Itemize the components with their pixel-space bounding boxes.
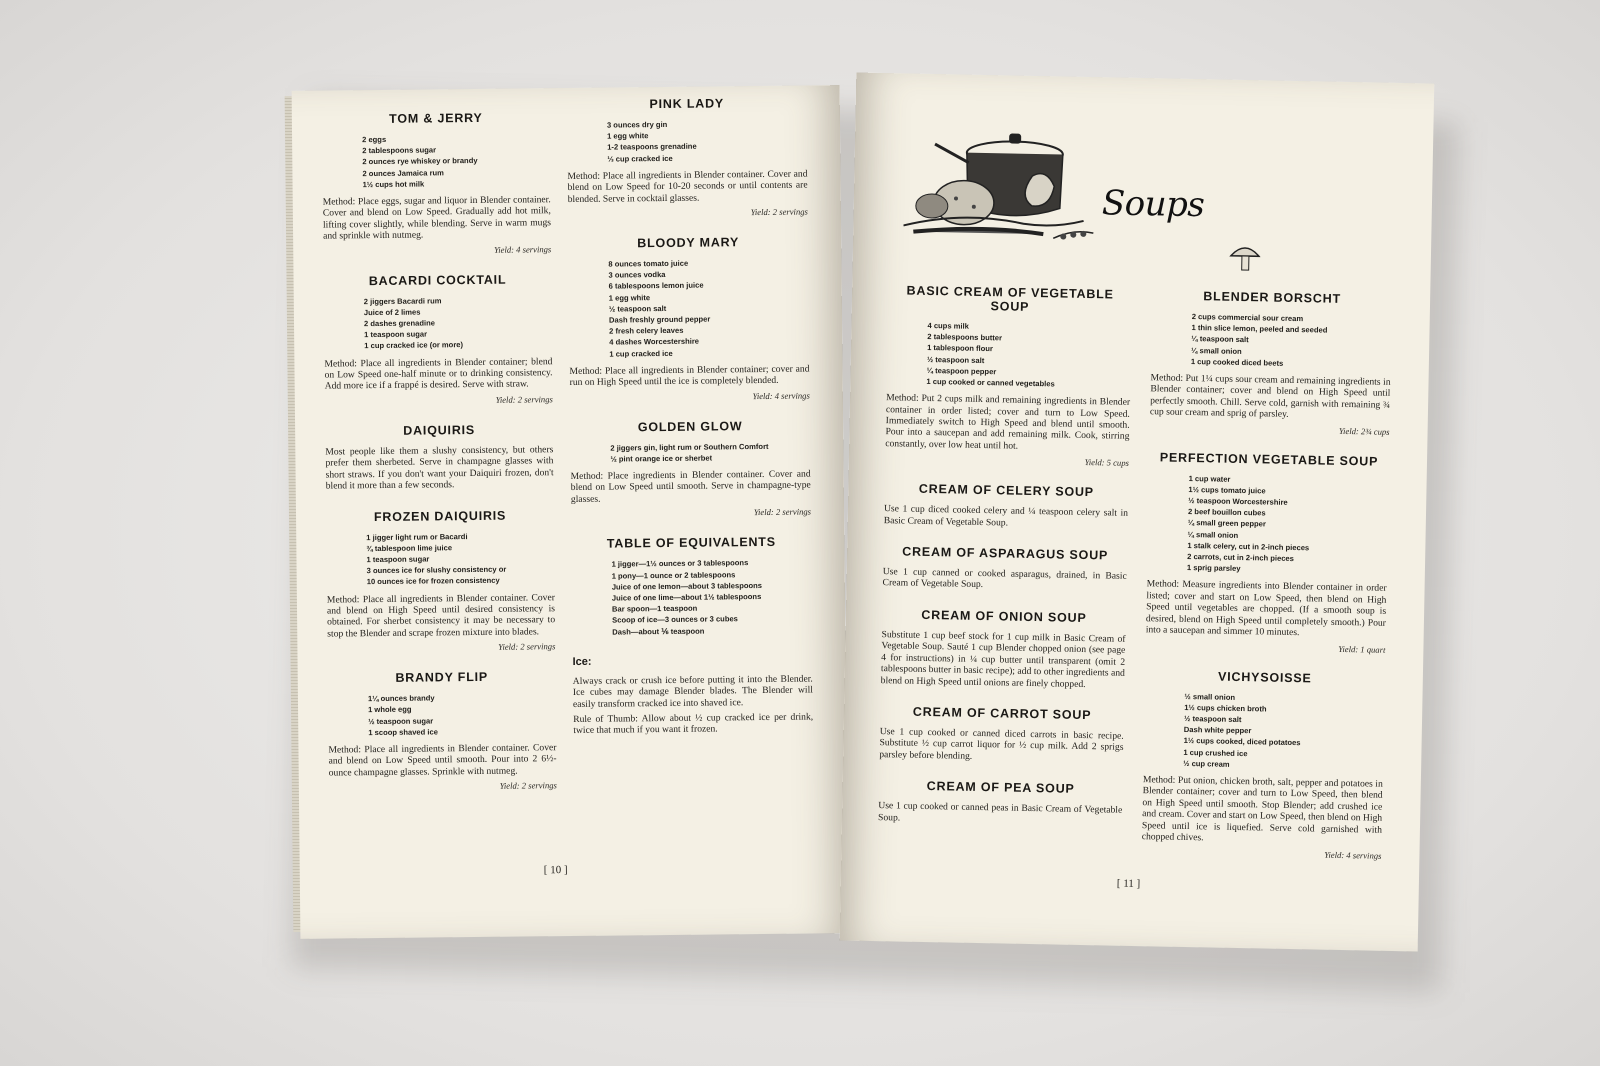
recipe-method: Method: Put onion, chicken broth, salt, pepper and potatoes in Blender container; cover and turn to Low Speed, then blend on High Speed until smooth. Stop Blender; add crushed ice and cream. Cover and start on Low Speed, then blend on High Speed until ice is liquefied. Serve cold garnished with chopped chives. [1141, 774, 1383, 844]
ingredient: 2 dashes grenadine [363, 318, 435, 329]
recipe-method: Method: Put 2 cups milk and remaining ingredients in Blender container in order listed; cover and turn to Low Speed. Immediately switch to High Speed and blend until smooth. Pour into a saucepan and add remaining milk. Cook, stirring constantly, over low heat until hot. [885, 392, 1131, 452]
ingredient: 3 ounces dry gin [606, 119, 668, 130]
ingredient: 4 cups milk [927, 320, 969, 331]
ingredient: 2 carrots, cut in 2-inch pieces [1187, 552, 1295, 564]
ingredient: ¼ teaspoon salt [1191, 334, 1249, 345]
ingredient: ⅓ cup cracked ice [607, 153, 673, 164]
recipe-frozen-daiquiris [326, 508, 555, 654]
recipe-yield: Yield: 2¾ cups [1338, 425, 1390, 437]
recipe-bloody-mary [568, 235, 810, 403]
recipe-method: Use 1 cup canned or cooked asparagus, drained, in Basic Cream of Vegetable Soup. [882, 566, 1127, 591]
recipe-title: CREAM OF PEA SOUP [926, 779, 1075, 796]
recipe-title: DAIQUIRIS [403, 422, 476, 438]
recipe-method: Use 1 cup diced cooked celery and ¼ teaspoon celery salt in Basic Cream of Vegetable Soup. [883, 503, 1129, 529]
recipe-title: BRANDY FLIP [395, 670, 489, 685]
recipe-title: CREAM OF CARROT SOUP [912, 704, 1092, 723]
ingredient: ½ teaspoon Worcestershire [1188, 496, 1288, 507]
recipe-brandy-flip [328, 669, 557, 792]
ingredient: ¾ tablespoon lime juice [366, 542, 453, 553]
recipe-cream-of-celery-soup [884, 481, 1129, 530]
ingredient-list [568, 257, 809, 360]
ingredient: 2 tablespoons butter [927, 332, 1003, 343]
recipe-title: BLENDER BORSCHT [1203, 289, 1342, 306]
ingredient-list [570, 440, 810, 465]
ingredient-list [1143, 690, 1384, 773]
ingredient: ¼ small green pepper [1187, 518, 1266, 529]
ingredient: 1 tablespoon flour [927, 343, 994, 354]
left-column-2 [567, 95, 814, 740]
ingredient: ¼ small onion [1187, 529, 1239, 540]
ingredient: 1½ cups hot milk [362, 179, 425, 189]
ingredient: 2 beef bouillon cubes [1187, 507, 1266, 518]
ingredient: ½ pint orange ice or sherbet [610, 453, 713, 464]
ingredient: ¼ small onion [1191, 345, 1242, 356]
recipe-yield: Yield: 4 servings [752, 390, 810, 401]
ingredient: ½ teaspoon salt [926, 354, 985, 365]
recipe-method: Method: Place ingredients in Blender container. Cover and blend on Low Speed until smooth. Serve in champagne-type glasses. [570, 468, 811, 505]
ingredient: 1 cup cracked ice [609, 348, 673, 359]
ingredient: 1 scoop shaved ice [368, 727, 438, 737]
ice-text: Always crack or crush ice before putting it into the Blender. Ice cubes may damage Blender blades. The Blender will easily transform cracked ice into shaved ice. [572, 673, 813, 710]
ingredient: 1 egg white [607, 131, 649, 141]
ingredient: 2 cups commercial sour cream [1191, 312, 1304, 324]
ingredient: 1 whole egg [368, 705, 412, 715]
recipe-golden-glow [570, 418, 811, 519]
recipe-title: PERFECTION VEGETABLE SOUP [1159, 450, 1379, 469]
mushroom-illustration [1225, 238, 1266, 279]
ingredient: ½ teaspoon salt [1183, 713, 1242, 724]
recipe-yield: Yield: 4 servings [494, 243, 552, 255]
ingredient: 2 ounces rye whiskey or brandy [362, 156, 478, 167]
recipe-title: BACARDI COCKTAIL [368, 272, 507, 288]
recipe-yield: Yield: 5 cups [1084, 457, 1130, 469]
recipe-method: Use 1 cup cooked or canned peas in Basic Cream of Vegetable Soup. [877, 800, 1123, 824]
ingredient: 1 jigger—1½ ounces or 3 tablespoons [611, 558, 749, 569]
ingredient: 1 cup cooked or canned vegetables [926, 376, 1055, 389]
recipe-title: CREAM OF CELERY SOUP [918, 482, 1095, 500]
ingredient: ½ teaspoon salt [608, 303, 667, 314]
recipe-title: BASIC CREAM OF VEGETABLE SOUP [906, 283, 1114, 314]
recipe-vichysoisse [1141, 668, 1385, 861]
recipe-title: VICHYSOISSE [1217, 669, 1312, 685]
recipe-title: GOLDEN GLOW [637, 418, 743, 434]
ingredient: 1 cup cracked ice (or more) [364, 340, 464, 351]
recipe-pink-lady [567, 95, 808, 219]
ingredient: ½ teaspoon sugar [368, 715, 434, 726]
ingredient: 10 ounces ice for frozen consistency [366, 576, 500, 587]
ingredient: 6 tablespoons lemon juice [608, 281, 704, 292]
recipe-cream-of-carrot-soup [879, 704, 1124, 765]
ice-heading: Ice: [572, 655, 592, 668]
ingredient-list [1151, 310, 1392, 371]
right-column-2 [1141, 288, 1392, 879]
ingredient: 1 cup water [1188, 473, 1231, 484]
recipe-method: Substitute 1 cup beef stock for 1 cup milk in Basic Cream of Vegetable Soup. Sauté 1 cup Blender chopped onion (see page 4 for instructions) in ¼ cup butter until transparent (omit 2 tablespoons butter in basic recipe); add to other ingredients and blend on High Speed until onions are finely chopped. [880, 628, 1126, 690]
recipe-cream-of-pea-soup [878, 778, 1123, 827]
ingredient: Juice of 2 limes [363, 307, 421, 317]
recipe-method: Method: Place all ingredients in Blender container. Cover and blend on Low Speed until smooth. Pour into 2 6½-ounce champagne glasses. Sprinkle with nutmeg. [328, 742, 557, 779]
ingredient: 2 ounces Jamaica rum [362, 167, 444, 178]
recipe-method: Method: Place all ingredients in Blender container; cover and run on High Speed until the ice is completely blended. [569, 363, 810, 389]
ingredient: 1½ cups cooked, diced potatoes [1183, 736, 1301, 748]
recipe-cream-of-asparagus-soup [882, 544, 1127, 593]
ingredient: 2 eggs [362, 134, 387, 145]
recipe-title: CREAM OF ONION SOUP [921, 607, 1087, 625]
recipe-method: Method: Place all ingredients in Blender container. Cover and blend on Low Speed for 10-20 seconds or until contents are blended. Serve in cocktail glasses. [567, 168, 808, 205]
ingredient: 1½ cups tomato juice [1188, 484, 1266, 496]
ingredient-list [326, 530, 555, 588]
page-number-left: [ 10 ] [543, 864, 568, 877]
recipe-yield: Yield: 1 quart [1338, 643, 1386, 655]
left-column-1 [322, 110, 557, 811]
recipe-cream-of-onion-soup [881, 607, 1126, 691]
ingredient-list [322, 132, 551, 190]
ingredient: 2 jiggers gin, light rum or Southern Comfort [610, 441, 769, 453]
right-page [840, 73, 1435, 952]
right-column-1 [878, 283, 1133, 846]
recipe-title: TOM & JERRY [389, 110, 483, 126]
ingredient-list [324, 294, 553, 352]
ingredient: 2 fresh celery leaves [609, 326, 684, 336]
recipe-basic-cream-of-vegetable-soup [885, 283, 1132, 468]
ingredient: 1 thin slice lemon, peeled and seeded [1191, 323, 1328, 335]
recipe-yield: Yield: 2 servings [750, 206, 808, 218]
recipe-blender-borscht [1150, 288, 1393, 436]
recipe-title: BLOODY MARY [637, 235, 740, 251]
ingredient: Scoop of ice—3 ounces or 3 cubes [612, 614, 738, 625]
ingredient: 2 jiggers Bacardi rum [363, 295, 442, 306]
ingredient: 1 pony—1 ounce or 2 tablespoons [611, 569, 736, 581]
recipe-method: Method: Put 1¼ cups sour cream and remaining ingredients in Blender container; cover and blend on High Speed until perfectly smooth. Chill. Serve cold, garnish with remaining ¾ cup sour cream and sprig of parsley. [1149, 372, 1391, 421]
ingredient: Bar spoon—1 teaspoon [611, 603, 698, 614]
ingredient-list [1147, 472, 1389, 577]
recipe-perfection-vegetable-soup [1145, 450, 1389, 654]
ingredient: Dash—about ⅙ teaspoon [612, 626, 705, 637]
ingredient: 8 ounces tomato juice [608, 258, 689, 269]
ingredient: 1¼ ounces brandy [367, 693, 435, 704]
recipe-method: Most people like them a slushy consistency, but others prefer them sherbeted. Serve in champagne glasses with short straws. If you don't want your Daiquiri frozen, don't blend it more than a few seconds. [325, 444, 554, 492]
ingredient: 1-2 teaspoons grenadine [607, 142, 697, 152]
ingredient-list [328, 691, 556, 738]
recipe-yield: Yield: 2 servings [498, 641, 556, 652]
ingredient: Dash freshly ground pepper [608, 314, 711, 325]
ingredient: Juice of one lemon—about 3 tablespoons [611, 580, 763, 592]
recipe-title: TABLE OF EQUIVALENTS [606, 535, 776, 551]
recipe-method: Use 1 cup cooked or canned diced carrots in basic recipe. Substitute ½ cup carrot liquor for ½ cup milk. Add 2 sprigs parsley before blending. [879, 726, 1124, 762]
section-title-soups: Soups [1101, 183, 1205, 226]
vegetables-illustration [903, 113, 1155, 248]
recipe-tom-jerry [322, 110, 551, 256]
ingredient: 1 stalk celery, cut in 2-inch pieces [1187, 540, 1310, 553]
ingredient: 1 cup crushed ice [1183, 747, 1248, 758]
recipe-yield: Yield: 2 servings [753, 506, 812, 518]
page-number-right: [ 11 ] [1116, 877, 1141, 891]
ingredient: ½ small onion [1184, 691, 1236, 702]
ingredient-list [571, 557, 812, 638]
recipe-title: CREAM OF ASPARAGUS SOUP [902, 544, 1109, 563]
recipe-method: Method: Place eggs, sugar and liquor in Blender container. Cover and blend on Low Speed. Gradually add hot milk, lifting cover slightly, while blending. Serve in warm mugs and sprinkle with nutmeg. [322, 194, 552, 242]
ingredient: ¼ teaspoon pepper [926, 365, 997, 377]
ingredient: Dash white pepper [1183, 725, 1252, 736]
ingredient: 3 ounces ice for slushy consistency or [366, 564, 507, 576]
recipe-method: Method: Measure ingredients into Blender container in order listed; cover and start on Low Speed, then blend on High Speed until vegetables are chopped. (If a smooth soup is desired, blend on High Speed until completely smooth.) Pour into a saucepan and simmer 10 minutes. [1145, 578, 1387, 639]
ingredient: 3 ounces vodka [608, 270, 666, 280]
ingredient: 1 teaspoon sugar [364, 329, 428, 340]
ingredient: 1 sprig parsley [1186, 563, 1241, 574]
ingredient: 1½ cups chicken broth [1184, 702, 1267, 714]
ingredient: Juice of one lime—about 1½ tablespoons [611, 591, 762, 603]
ingredient-list [567, 117, 807, 164]
ingredient: 1 jigger light rum or Bacardi [366, 531, 468, 542]
ingredient: 1 cup cooked diced beets [1190, 356, 1284, 368]
ingredient: 1 teaspoon sugar [366, 554, 430, 565]
recipe-title: PINK LADY [649, 96, 725, 112]
recipe-bacardi-cocktail [323, 272, 552, 407]
recipe-yield: Yield: 4 servings [1324, 850, 1382, 862]
ingredient: ½ cup cream [1183, 758, 1230, 769]
ingredient: 4 dashes Worcestershire [609, 337, 700, 348]
left-page [292, 85, 849, 939]
recipe-table-of-equivalents [571, 535, 812, 638]
recipe-yield: Yield: 2 servings [495, 394, 553, 405]
recipe-title: FROZEN DAIQUIRIS [373, 508, 507, 524]
recipe-yield: Yield: 2 servings [499, 780, 557, 791]
ingredient-list [886, 319, 1131, 391]
recipe-method: Method: Place all ingredients in Blender container; blend on Low Speed one-half minute or to drinking consistency. Add more ice if a frappé is desired. Serve with straw. [324, 355, 553, 393]
recipe-method: Method: Place all ingredients in Blender container. Cover and blend on High Speed until desired consistency is obtained. For sherbet consistency it may be necessary to stop the Blender and scrape frozen mixture into blades. [326, 591, 556, 640]
rule-of-thumb-text: Rule of Thumb: Allow about ½ cup cracked ice per drink, twice that much if you want it frozen. [573, 711, 814, 737]
ingredient: 2 tablespoons sugar [362, 145, 437, 156]
ingredient: 1 egg white [608, 292, 651, 303]
recipe-daiquiris [325, 422, 554, 492]
